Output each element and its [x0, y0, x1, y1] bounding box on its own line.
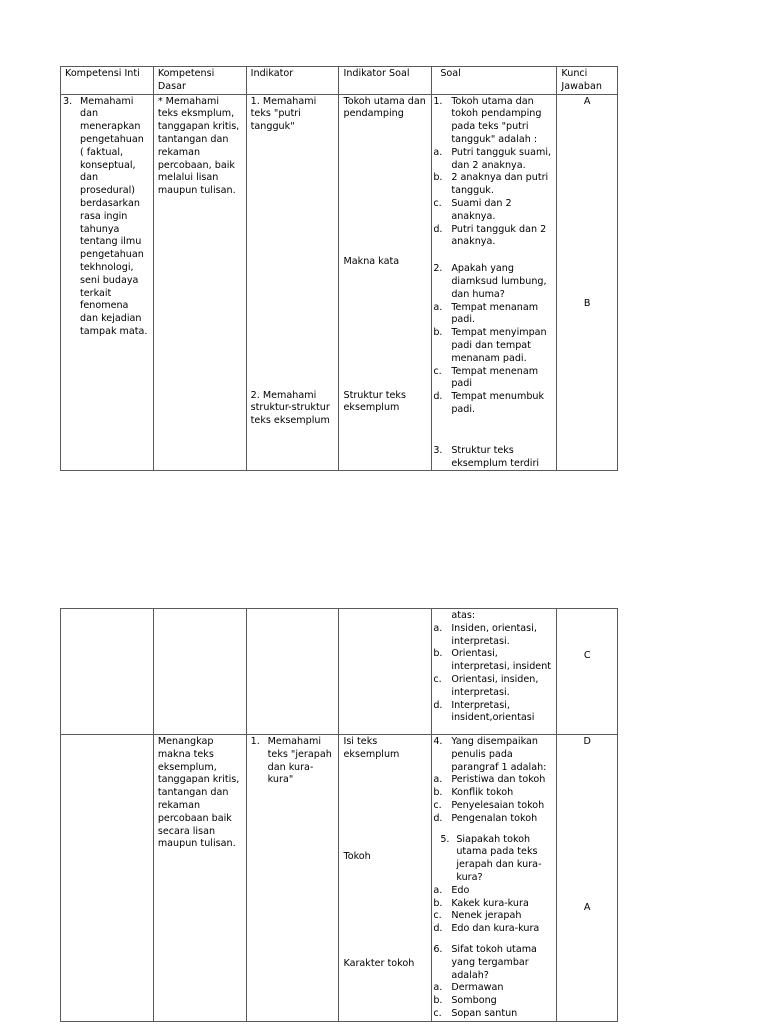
soal-cell — [432, 735, 557, 1022]
option-marker: b. — [433, 648, 443, 660]
option — [433, 622, 552, 649]
question-number: 2. — [433, 263, 443, 275]
question-text: Yang disempaikan penulis pada parangraf 1 adalah: — [451, 736, 547, 773]
question-6 — [433, 943, 552, 1021]
question-3-continuation: atas: — [451, 610, 476, 621]
option — [433, 897, 552, 911]
option — [433, 673, 552, 700]
empty-cell — [61, 735, 154, 1022]
option-text: Orientasi, insiden, interpretasi. — [451, 673, 539, 698]
header-indikator-soal: Indikator Soal — [339, 67, 432, 95]
option-marker: a. — [433, 774, 443, 786]
soal-cell — [432, 609, 557, 735]
question-4-stem — [433, 736, 552, 774]
indikator-soal-3: Karakter tokoh — [343, 958, 415, 969]
option-text: Putri tangguk dan 2 anaknya. — [451, 223, 547, 248]
option — [433, 197, 552, 224]
option — [433, 1007, 552, 1021]
question-5 — [433, 833, 552, 936]
kompetensi-dasar-text: * Memahami teks eksmplum, tanggapan kritis, tantangan dan rekaman percobaan, baik melalui lisan maupun tulisan. — [157, 95, 240, 197]
soal-cell — [432, 94, 557, 471]
question-text: Apakah yang diamksud lumbung, dan huma? — [451, 263, 547, 300]
header-row — [61, 67, 618, 95]
indikator-soal-2: Tokoh — [343, 851, 371, 862]
kunci-jawaban-cell — [557, 609, 618, 735]
option — [433, 995, 552, 1008]
spacer — [436, 936, 552, 944]
option-marker: b. — [433, 995, 443, 1007]
option-marker: c. — [433, 799, 442, 811]
header-kompetensi-inti: Kompetensi Inti — [61, 67, 154, 95]
option-marker: a. — [433, 301, 443, 313]
option — [433, 799, 552, 813]
table-row — [61, 609, 618, 735]
empty-cell — [339, 609, 432, 735]
option-text: Kakek kura-kura — [451, 897, 529, 909]
question-number: 1. — [433, 95, 443, 107]
option-text: Suami dan 2 anaknya. — [451, 197, 512, 222]
indikator-cell — [246, 94, 339, 471]
answer-key-3: C — [583, 650, 591, 661]
kisi-kisi-table-1 — [60, 66, 618, 471]
indikator-1 — [251, 736, 335, 787]
option-marker: b. — [433, 897, 443, 909]
indikator-soal-cell — [339, 94, 432, 471]
question-text: Tokoh utama dan tokoh pendamping pada teks "putri tangguk" adalah : — [451, 95, 542, 145]
spacer — [436, 249, 552, 263]
table-row — [61, 94, 618, 471]
spacer — [436, 826, 552, 834]
answer-key-1: A — [583, 95, 591, 107]
option-text: Nenek jerapah — [451, 910, 522, 922]
option-text: Sopan santun — [451, 1007, 518, 1019]
question-6-stem — [433, 943, 552, 982]
option — [433, 172, 552, 198]
option — [433, 223, 552, 250]
question-3-stem — [433, 444, 552, 471]
header-kompetensi-dasar: Kompetensi Dasar — [153, 67, 246, 95]
option-marker: a. — [433, 982, 443, 994]
indikator-soal-1: Tokoh utama dan pendamping — [343, 95, 426, 120]
option-text: Konflik tokoh — [451, 787, 514, 799]
question-2 — [433, 263, 552, 417]
option-text: Tempat menenam padi — [451, 365, 539, 390]
option-text: Insiden, orientasi, interpretasi. — [451, 622, 537, 647]
header-indikator: Indikator — [246, 67, 339, 95]
option — [433, 327, 552, 365]
option-marker: b. — [433, 327, 443, 339]
option-text: Putri tangguk suami, dan 2 anaknya. — [451, 146, 552, 171]
question-5-stem — [436, 834, 552, 885]
option-text: Orientasi, interpretasi, insident — [451, 648, 552, 673]
option-marker: d. — [433, 391, 443, 403]
indikator-number: 1. — [250, 736, 260, 747]
option-marker: a. — [433, 884, 443, 896]
indikator-soal-2: Makna kata — [343, 255, 400, 267]
option — [433, 699, 552, 726]
option-text: Edo dan kura-kura — [451, 923, 540, 935]
question-number: 4. — [433, 736, 443, 747]
empty-cell — [61, 609, 154, 735]
option — [433, 884, 552, 898]
indikator-soal-1: Isi teks eksemplum — [343, 736, 400, 760]
question-number: 5. — [440, 833, 450, 845]
option-text: Tempat menumbuk padi. — [451, 391, 545, 415]
kompetensi-inti-text: Memahami dan menerapkan pengetahuan ( faktual, konseptual, dan prosedural) berdasarkan rasa ingin tahunya tentang ilmu pengetahuan tekhnologi, seni budaya terkait fenomena dan kejadian tampak mata. — [80, 95, 148, 337]
indikator-soal-cell — [339, 735, 432, 1022]
indikator-2: 2. Memahami struktur-struktur teks eksemplum — [250, 389, 330, 427]
option — [433, 391, 552, 417]
kisi-kisi-table-2 — [60, 608, 618, 1022]
question-text: Struktur teks eksemplum terdiri — [451, 444, 540, 469]
question-2-stem — [433, 263, 552, 301]
option — [433, 787, 552, 800]
question-1 — [433, 95, 552, 250]
option-marker: b. — [433, 787, 443, 799]
question-4 — [433, 736, 552, 826]
option-text: Interpretasi, insident,orientasi — [451, 699, 535, 724]
option — [433, 923, 552, 936]
indikator-1: 1. Memahami teks "putri tangguk" — [250, 95, 317, 133]
question-number: 3. — [433, 444, 443, 456]
option — [433, 365, 552, 392]
indikator-soal-3: Struktur teks eksemplum — [343, 389, 406, 414]
option-marker: c. — [433, 197, 442, 209]
option-marker: b. — [433, 172, 443, 184]
option-text: Tempat menanam padi. — [451, 301, 539, 326]
option-marker: d. — [433, 699, 443, 711]
option-text: Pengenalan tokoh — [451, 812, 538, 824]
option — [433, 146, 552, 173]
option — [433, 910, 552, 923]
question-1-stem — [433, 95, 552, 147]
option — [433, 982, 552, 995]
option-marker: d. — [433, 223, 443, 235]
option-text: Peristiwa dan tokoh — [451, 774, 546, 786]
option-marker: c. — [433, 910, 442, 922]
kompetensi-dasar-cell — [153, 94, 246, 471]
kunci-jawaban-cell — [557, 735, 618, 1022]
option-marker: c. — [433, 1007, 442, 1019]
option-text: Edo — [451, 884, 470, 896]
question-number: 6. — [433, 943, 443, 955]
kompetensi-inti-number: 3. — [63, 95, 73, 107]
option-marker: a. — [433, 622, 443, 634]
kunci-jawaban-cell — [557, 94, 618, 471]
option-marker: a. — [433, 146, 443, 158]
option — [433, 774, 552, 787]
question-text: Siapakah tokoh utama pada teks jerapah dan kura-kura? — [456, 833, 542, 883]
option-text: 2 anaknya dan putri tangguk. — [451, 172, 549, 197]
option-text: Penyelesaian tokoh — [451, 799, 545, 811]
answer-key-5: A — [583, 902, 591, 913]
header-soal: Soal — [432, 67, 557, 95]
kompetensi-inti-cell — [61, 94, 154, 471]
option-marker: c. — [433, 365, 442, 377]
answer-key-4: D — [583, 736, 591, 747]
empty-cell — [153, 609, 246, 735]
question-text: Sifat tokoh utama yang tergambar adalah? — [451, 943, 537, 981]
header-kunci-jawaban: Kunci Jawaban — [557, 67, 618, 95]
option — [433, 812, 552, 826]
option-text: Tempat menyimpan padi dan tempat menanam padi. — [451, 327, 547, 364]
table-row — [61, 735, 618, 1022]
option — [433, 301, 552, 328]
option-text: Sombong — [451, 995, 497, 1007]
answer-key-2: B — [583, 297, 591, 309]
option-text: Dermawan — [451, 982, 504, 994]
kompetensi-dasar-cell — [153, 735, 246, 1022]
indikator-cell — [246, 735, 339, 1022]
option-marker: d. — [433, 812, 443, 824]
option-marker: c. — [433, 673, 442, 685]
indikator-text: Memahami teks "jerapah dan kura-kura" — [267, 736, 332, 786]
kompetensi-inti-item — [65, 96, 149, 339]
empty-cell — [246, 609, 339, 735]
spacer — [436, 417, 552, 445]
option — [433, 648, 552, 674]
kompetensi-dasar-text: Menangkap makna teks eksemplum, tanggapan kritis, tantangan dan rekaman percobaan baik secara lisan maupun tulisan. — [157, 736, 240, 850]
option-marker: d. — [433, 923, 443, 935]
